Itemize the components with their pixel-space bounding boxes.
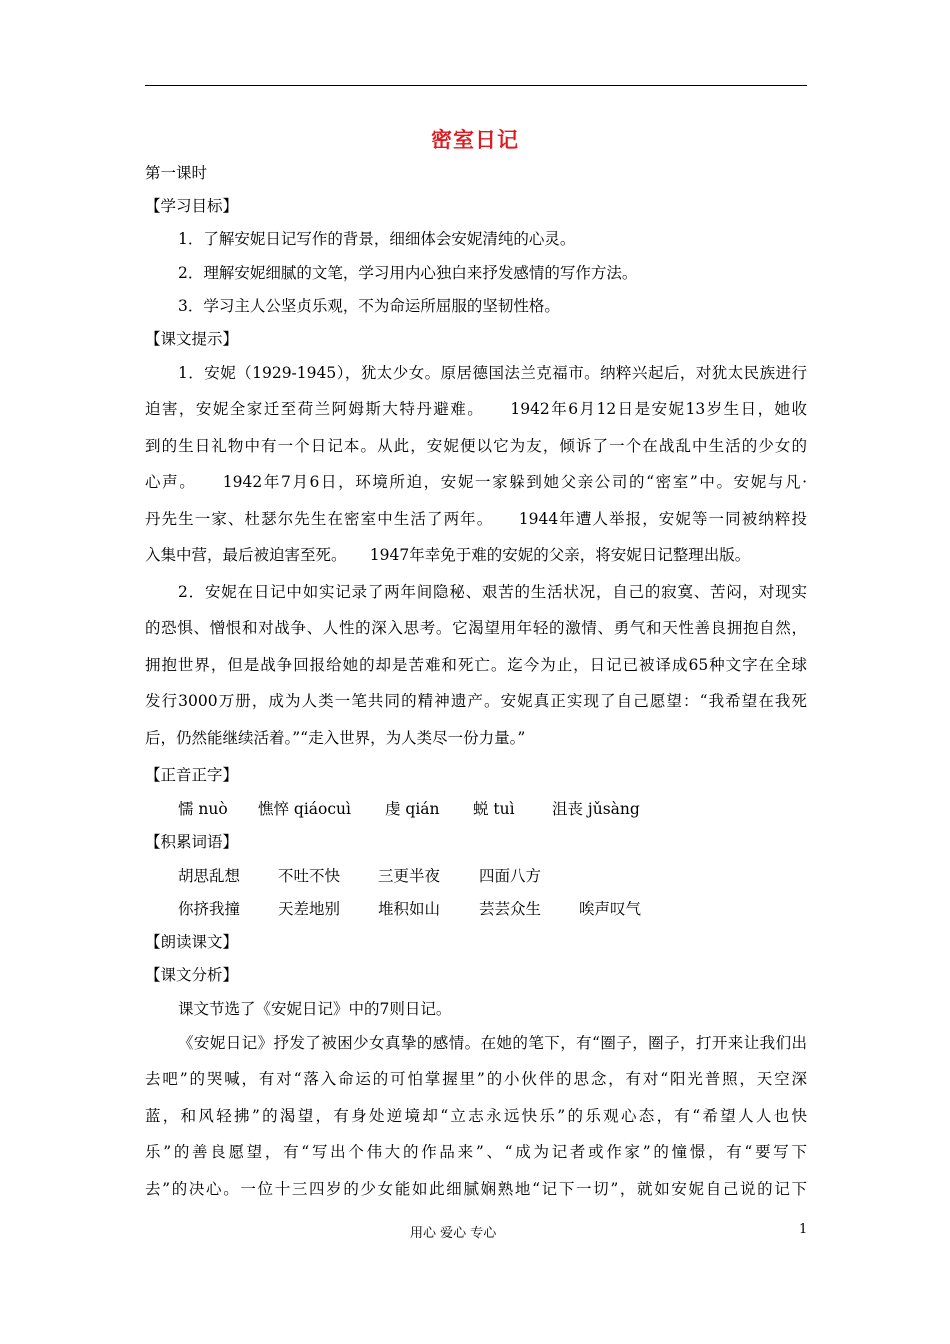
pinyin-item: 虔 qián <box>385 800 440 818</box>
pinyin-item: 憔悴 qiáocuì <box>258 800 352 818</box>
analysis-line: 蓝，和风轻拂”的渴望，有身处逆境却“立志永远快乐”的乐观心态，有“希望人人也快 <box>145 1107 807 1125</box>
vocab-word: 三更半夜 <box>378 867 441 885</box>
vocab-word: 唉声叹气 <box>579 900 642 918</box>
vocab-word: 你挤我撞 <box>178 900 241 918</box>
analysis-line: 《安妮日记》抒发了被困少女真挚的感情。在她的笔下，有“圈子，圈子，打开来让我们出 <box>178 1034 807 1052</box>
hint2-line: 后，仍然能继续活着。”“走入世界，为人类尽一份力量。” <box>145 729 526 747</box>
lesson-label: 第一课时 <box>145 164 208 182</box>
hint1-line: 迫害，安妮全家迁至荷兰阿姆斯大特丹避难。 1942年6月12日是安妮13岁生日，她收 <box>145 400 807 418</box>
vocab-word: 四面八方 <box>479 867 542 885</box>
analysis-line: 去吧”的哭喊，有对“落入命运的可怕掌握里”的小伙伴的思念，有对“阳光普照，天空深 <box>145 1070 807 1088</box>
pinyin-item: 沮丧 jǔsàng <box>552 800 640 818</box>
hint2-line: 拥抱世界，但是战争回报给她的却是苦难和死亡。迄今为止，日记已被译成65种文字在全球 <box>145 656 807 674</box>
vocab-word: 不吐不快 <box>278 867 341 885</box>
hint2-line: 发行3000万册，成为人类一笔共同的精神遗产。安妮真正实现了自己愿望：“我希望在我死 <box>145 692 807 710</box>
analysis-line: 去”的决心。一位十三四岁的少女能如此细腻娴熟地“记下一切”，就如安妮自己说的记下 <box>145 1180 807 1198</box>
header-rule <box>145 85 807 86</box>
goal-item: 1．了解安妮日记写作的背景，细细体会安妮清纯的心灵。 <box>178 230 576 248</box>
footer-motto: 用心 爱心 专心 <box>410 1226 497 1241</box>
page-title: 密室日记 <box>431 128 519 152</box>
hint1-line: 丹先生一家、杜瑟尔先生在密室中生活了两年。 1944年遭人举报，安妮等一同被纳粹投 <box>145 510 807 528</box>
section-heading-reading: 【朗读课文】 <box>145 933 239 951</box>
section-heading-hints: 【课文提示】 <box>145 330 239 348</box>
section-heading-vocab: 【积累词语】 <box>145 833 239 851</box>
vocab-word: 堆积如山 <box>378 900 441 918</box>
goal-item: 3．学习主人公坚贞乐观，不为命运所屈服的坚韧性格。 <box>178 297 560 315</box>
vocab-word: 天差地别 <box>278 900 341 918</box>
pinyin-item: 蜕 tuì <box>473 800 515 818</box>
hint2-line: 2．安妮在日记中如实记录了两年间隐秘、艰苦的生活状况，自己的寂寞、苦闷，对现实 <box>178 583 807 601</box>
vocab-word: 芸芸众生 <box>479 900 542 918</box>
hint1-line: 心声。 1942年7月6日，环境所迫，安妮一家躲到她父亲公司的“密室”中。安妮与凡· <box>145 473 807 491</box>
hint1-line: 入集中营，最后被迫害至死。 1947年幸免于难的安妮的父亲，将安妮日记整理出版。 <box>145 546 751 564</box>
vocab-word: 胡思乱想 <box>178 867 241 885</box>
section-heading-analysis: 【课文分析】 <box>145 966 239 984</box>
analysis-intro: 课文节选了《安妮日记》中的7则日记。 <box>178 1000 452 1018</box>
page-number: 1 <box>799 1222 808 1237</box>
section-heading-goals: 【学习目标】 <box>145 197 239 215</box>
section-heading-pronunciation: 【正音正字】 <box>145 766 239 784</box>
hint2-line: 的恐惧、憎恨和对战争、人性的深入思考。它渴望用年轻的激情、勇气和天性善良拥抱自然， <box>145 619 807 637</box>
hint1-line: 到的生日礼物中有一个日记本。从此，安妮便以它为友，倾诉了一个在战乱中生活的少女的 <box>145 437 807 455</box>
pinyin-item: 懦 nuò <box>178 800 228 818</box>
analysis-line: 乐”的善良愿望，有“写出个伟大的作品来”、“成为记者或作家”的憧憬，有“要写下 <box>145 1143 807 1161</box>
hint1-line: 1．安妮（1929-1945），犹太少女。原居德国法兰克福市。纳粹兴起后，对犹太民族进行 <box>178 364 807 382</box>
goal-item: 2．理解安妮细腻的文笔，学习用内心独白来抒发感情的写作方法。 <box>178 264 638 282</box>
